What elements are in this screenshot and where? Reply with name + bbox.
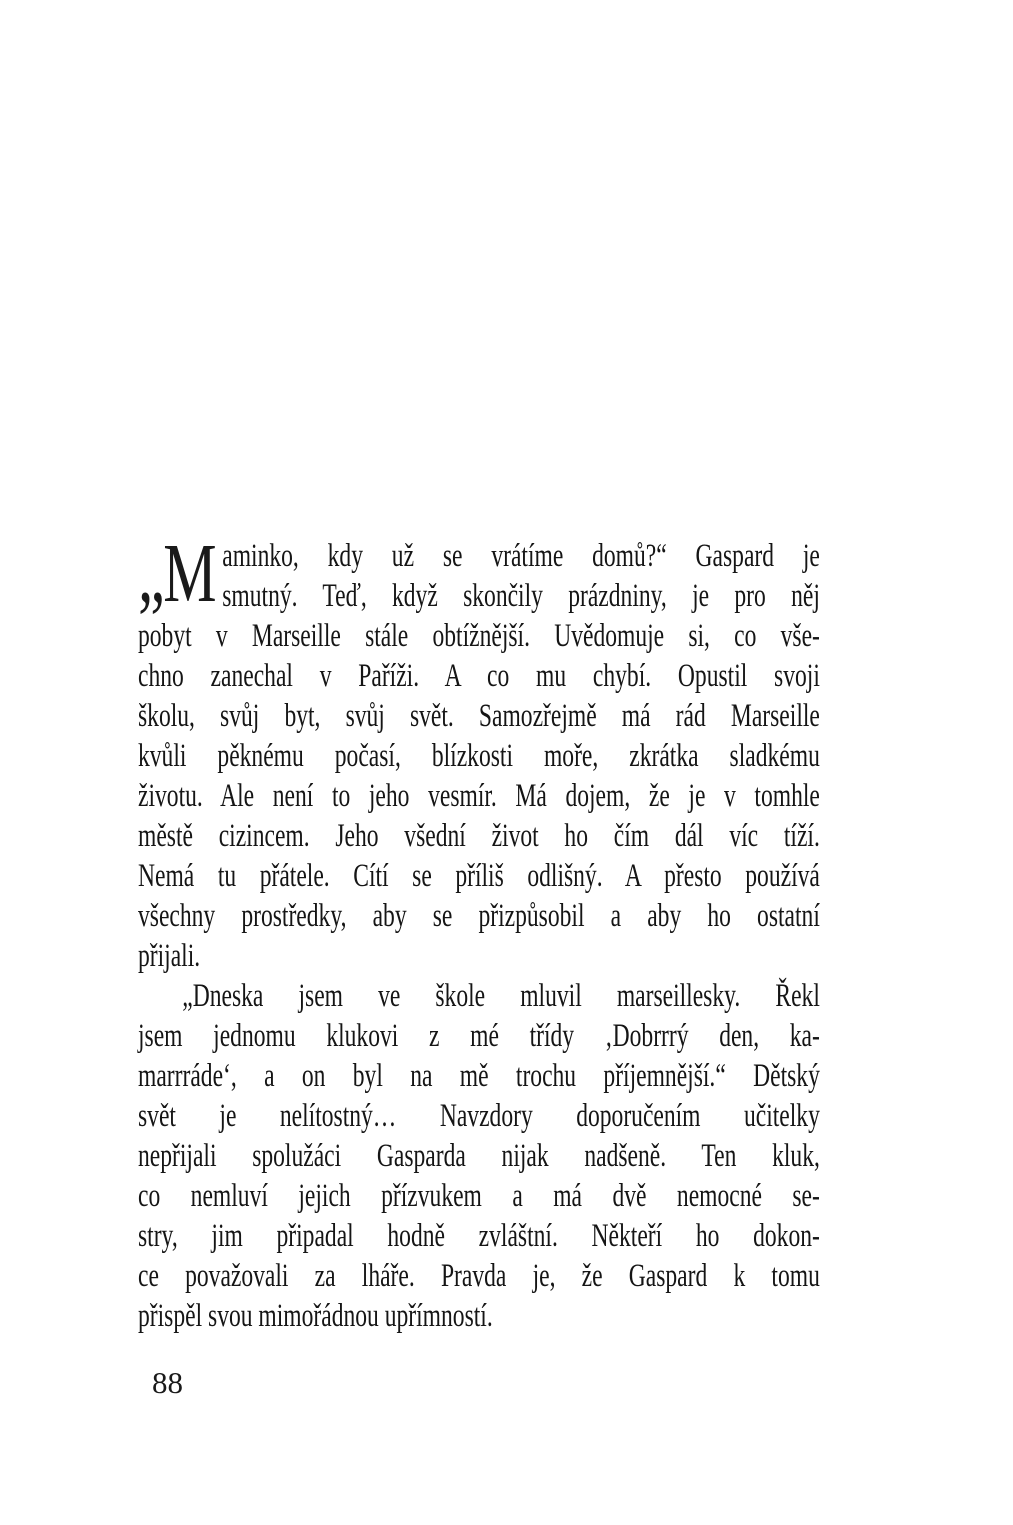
- text-line: „Dneska jsem ve škole mluvil marseillesky. Řekl: [182, 978, 820, 1014]
- text-line: chno zanechal v Paříži. A co mu chybí. Opustil svoji: [138, 658, 820, 694]
- text-line: nepřijali spolužáci Gasparda nijak nadšeně. Ten kluk,: [138, 1138, 820, 1174]
- text-line: životu. Ale není to jeho vesmír. Má dojem, že je v tomhle: [138, 778, 820, 814]
- text-line: městě cizincem. Jeho všední život ho čím dál víc tíží.: [138, 818, 820, 854]
- drop-cap: „M: [138, 527, 216, 620]
- text-line: všechny prostředky, aby se přizpůsobil a aby ho ostatní: [138, 898, 820, 934]
- text-line: přijali.: [138, 938, 201, 974]
- text-line: ce považovali za lháře. Pravda je, že Gaspard k tomu: [138, 1258, 820, 1294]
- text-block: [138, 527, 820, 1336]
- text-line: aminko, kdy už se vrátíme domů?“ Gaspard je: [222, 538, 820, 574]
- text-line: jsem jednomu klukovi z mé třídy ‚Dobrrrý den, ka-: [138, 1018, 820, 1054]
- text-line: stry, jim připadal hodně zvláštní. Někteří ho dokon-: [138, 1218, 820, 1254]
- text-line: Nemá tu přátele. Cítí se příliš odlišný. A přesto používá: [138, 858, 820, 894]
- text-line: smutný. Teď, když skončily prázdniny, je pro něj: [222, 578, 820, 614]
- page-number: 88: [152, 1365, 183, 1400]
- text-line: pobyt v Marseille stále obtížnější. Uvědomuje si, co vše-: [138, 618, 820, 654]
- paragraph: [138, 527, 820, 976]
- text-line: školu, svůj byt, svůj svět. Samozřejmě má rád Marseille: [138, 698, 820, 734]
- text-line: co nemluví jejich přízvukem a má dvě nemocné se-: [138, 1178, 820, 1214]
- text-line: svět je nelítostný… Navzdory doporučením učitelky: [138, 1098, 820, 1134]
- text-line: marrráde‘, a on byl na mě trochu příjemnější.“ Dětský: [138, 1058, 820, 1094]
- paragraph: [138, 976, 820, 1336]
- text-line: přispěl svou mimořádnou upřímností.: [138, 1298, 493, 1334]
- text-line: kvůli pěknému počasí, blízkosti moře, zkrátka sladkému: [138, 738, 820, 774]
